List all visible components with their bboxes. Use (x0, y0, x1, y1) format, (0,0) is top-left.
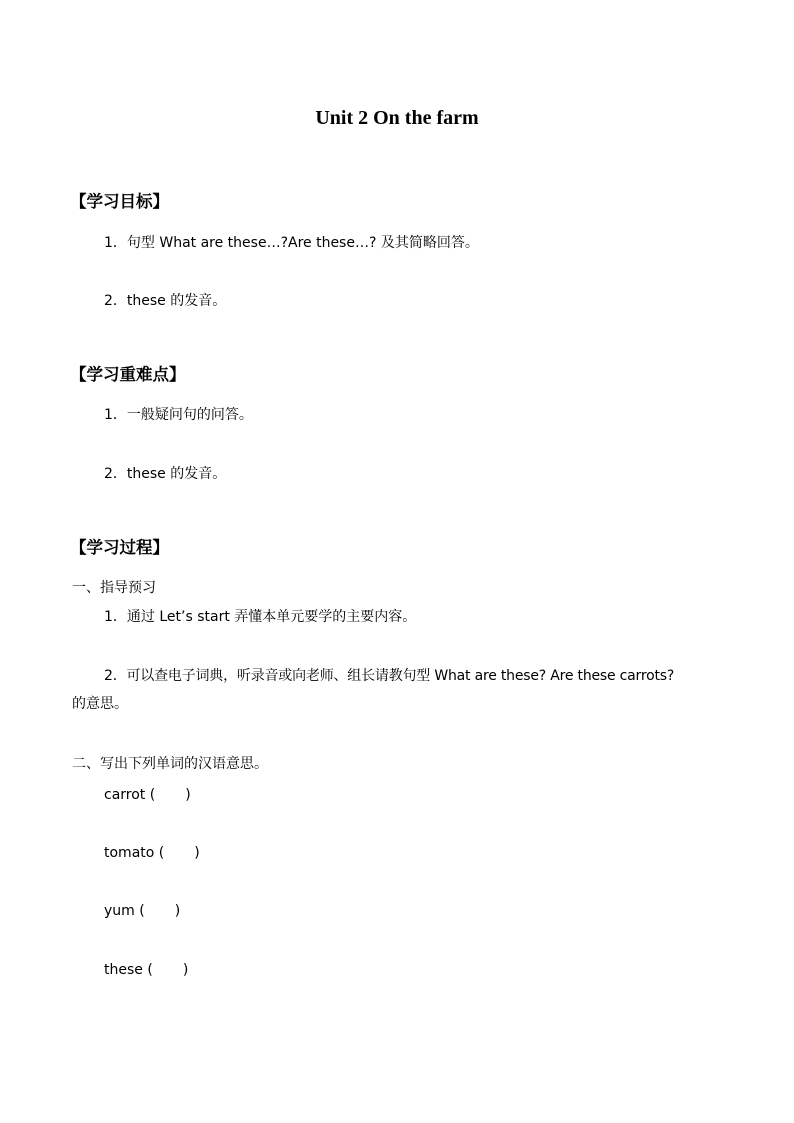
vocab-section-title: 二、写出下列单词的汉语意思。 (72, 756, 268, 772)
vocab-close-paren: ) (185, 787, 191, 803)
preview-item-1: 1．通过 Let’s start 弄懂本单元要学的主要内容。 (104, 609, 417, 625)
key-point-item-2: 2．these 的发音。 (104, 466, 227, 482)
vocab-open-paren: ( (149, 787, 156, 803)
key-point-item-1: 1．一般疑问句的问答。 (104, 407, 253, 423)
page-title: Unit 2 On the farm (315, 107, 479, 129)
preview-item-2-line-2: 的意思。 (72, 696, 128, 712)
vocab-item-these (104, 960, 188, 980)
objective-item-1: 1．句型 What are these…?Are these…? 及其简略回答。 (104, 235, 479, 251)
vocab-open-paren: ( (158, 845, 165, 861)
objective-item-2: 2．these 的发音。 (104, 293, 227, 309)
vocab-word: tomato (104, 845, 155, 861)
vocab-close-paren: ) (194, 845, 200, 861)
objectives-heading: 【学习目标】 (70, 192, 169, 211)
vocab-word: yum (104, 903, 135, 919)
vocab-open-paren: ( (147, 962, 153, 978)
key-points-heading: 【学习重难点】 (70, 365, 186, 384)
vocab-item-carrot (104, 785, 191, 805)
process-heading: 【学习过程】 (70, 538, 169, 557)
preview-item-2-line-1: 2．可以查电子词典，听录音或向老师、组长请教句型 What are these? Are these carrots? (104, 668, 675, 684)
vocab-close-paren: ) (174, 903, 181, 919)
vocab-word: these (104, 962, 143, 978)
vocab-item-yum (104, 901, 180, 921)
vocab-item-tomato (104, 843, 200, 863)
vocab-open-paren: ( (139, 903, 145, 919)
vocab-word: carrot (104, 787, 146, 803)
vocab-close-paren: ) (182, 962, 189, 978)
preview-section-title: 一、指导预习 (72, 580, 156, 596)
